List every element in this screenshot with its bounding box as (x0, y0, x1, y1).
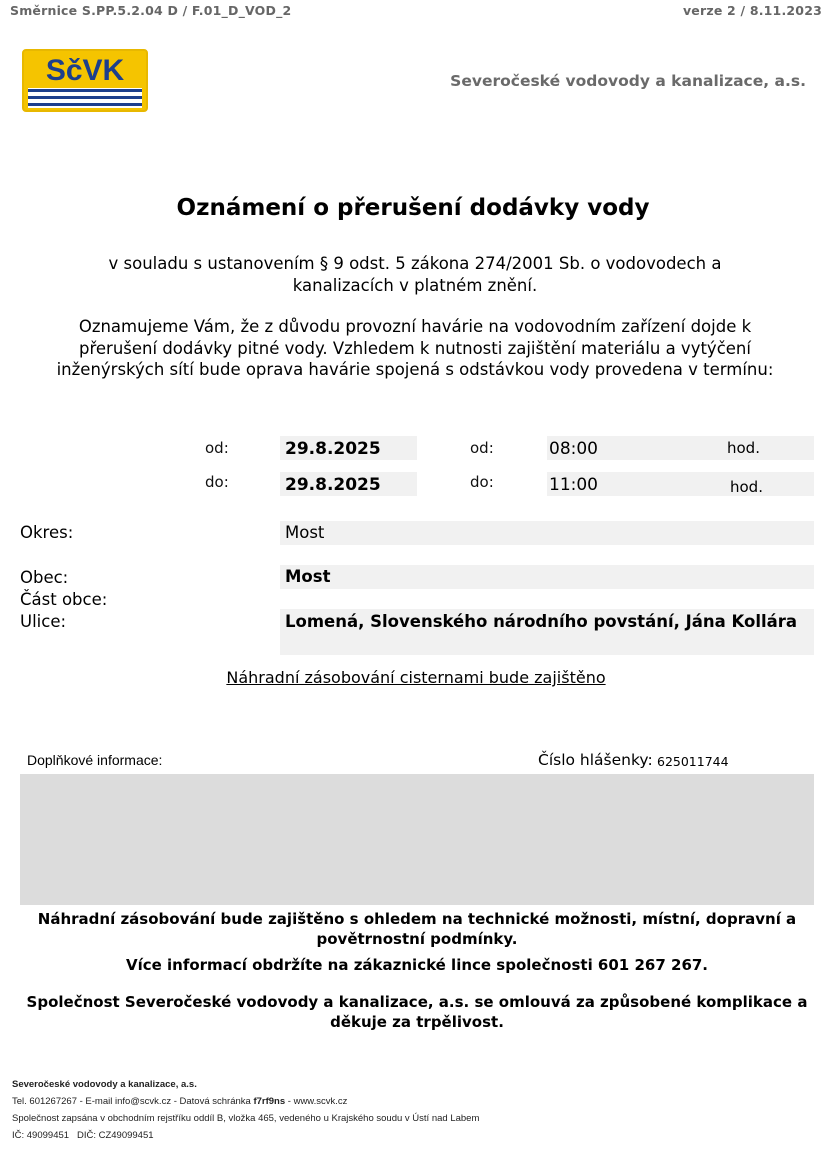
intro-paragraph: Oznamujeme Vám, že z důvodu provozní havárie na vodovodním zařízení dojde k přerušení dodávky pitné vody. Vzhledem k nutnosti zajištění materiálu a vytýčení inženýrských sítí bude oprava havárie spojená s odstávkou vody provedena v termínu: (56, 317, 774, 379)
company-logo (22, 49, 148, 112)
company-name: Severočeské vodovody a kanalizace, a.s. (450, 72, 806, 90)
district-label: Okres: (20, 523, 74, 542)
customer-line-notice: Více informací obdržíte na zákaznické lince společnosti 601 267 267. (125, 956, 709, 974)
document-version: verze 2 / 8.11.2023 (682, 3, 822, 18)
replacement-supply-notice: Náhradní zásobování bude zajištěno s ohledem na technické možnosti, místní, dopravní a povětrnostní podmínky. (37, 910, 797, 948)
street-label: Ulice: (20, 612, 67, 631)
report-number-value: 625011744 (657, 754, 729, 769)
to-date-label: do: (205, 473, 229, 491)
footer-registry: Společnost zapsána v obchodním rejstříku oddíl B, vložka 465, vedeného u Krajského soudu v Ústí nad Labem (12, 1113, 480, 1124)
footer-contact-prefix: Tel. 601267267 - E-mail info@scvk.cz - Datová schránka (12, 1096, 254, 1107)
from-hour-unit: hod. (727, 439, 760, 457)
additional-info-box (20, 774, 814, 905)
legal-reference: v souladu s ustanovením § 9 odst. 5 zákona 274/2001 Sb. o vodovodech a kanalizacích v platném znění. (108, 254, 722, 295)
cistern-notice: Náhradní zásobování cisternami bude zajištěno (226, 668, 606, 687)
to-hour-unit: hod. (730, 478, 763, 496)
page-title: Oznámení o přerušení dodávky vody (176, 195, 650, 221)
footer-company: Severočeské vodovody a kanalizace, a.s. (12, 1079, 197, 1090)
municipality-value: Most (280, 565, 814, 589)
report-number-label: Číslo hlášenky: (538, 751, 653, 769)
municipality-part-label: Část obce: (20, 590, 108, 609)
footer-ids: IČ: 49099451 DIČ: CZ49099451 (12, 1130, 154, 1141)
municipality-label: Obec: (20, 568, 69, 587)
from-time-value: 08:00 (547, 436, 814, 460)
street-value: Lomená, Slovenského národního povstání, Jána Kollára (280, 609, 814, 655)
logo-stripes (28, 88, 142, 108)
apology-notice: Společnost Severočeské vodovody a kanalizace, a.s. se omlouvá za způsobené komplikace a děkuje za trpělivost. (26, 993, 808, 1031)
footer-contact (12, 1096, 347, 1107)
footer-contact-suffix: - www.scvk.cz (285, 1096, 348, 1107)
from-date-value: 29.8.2025 (280, 436, 417, 460)
to-time-value: 11:00 (547, 472, 814, 496)
from-date-label: od: (205, 439, 229, 457)
from-time-label: od: (470, 439, 494, 457)
document-code: Směrnice S.PP.5.2.04 D / F.01_D_VOD_2 (10, 3, 292, 18)
to-time-label: do: (470, 473, 494, 491)
to-date-value: 29.8.2025 (280, 472, 417, 496)
logo-text: SčVK (45, 54, 125, 87)
footer-databox: f7rf9ns (253, 1096, 286, 1107)
additional-info-label: Doplňkové informace: (27, 752, 163, 768)
district-value: Most (280, 521, 814, 545)
